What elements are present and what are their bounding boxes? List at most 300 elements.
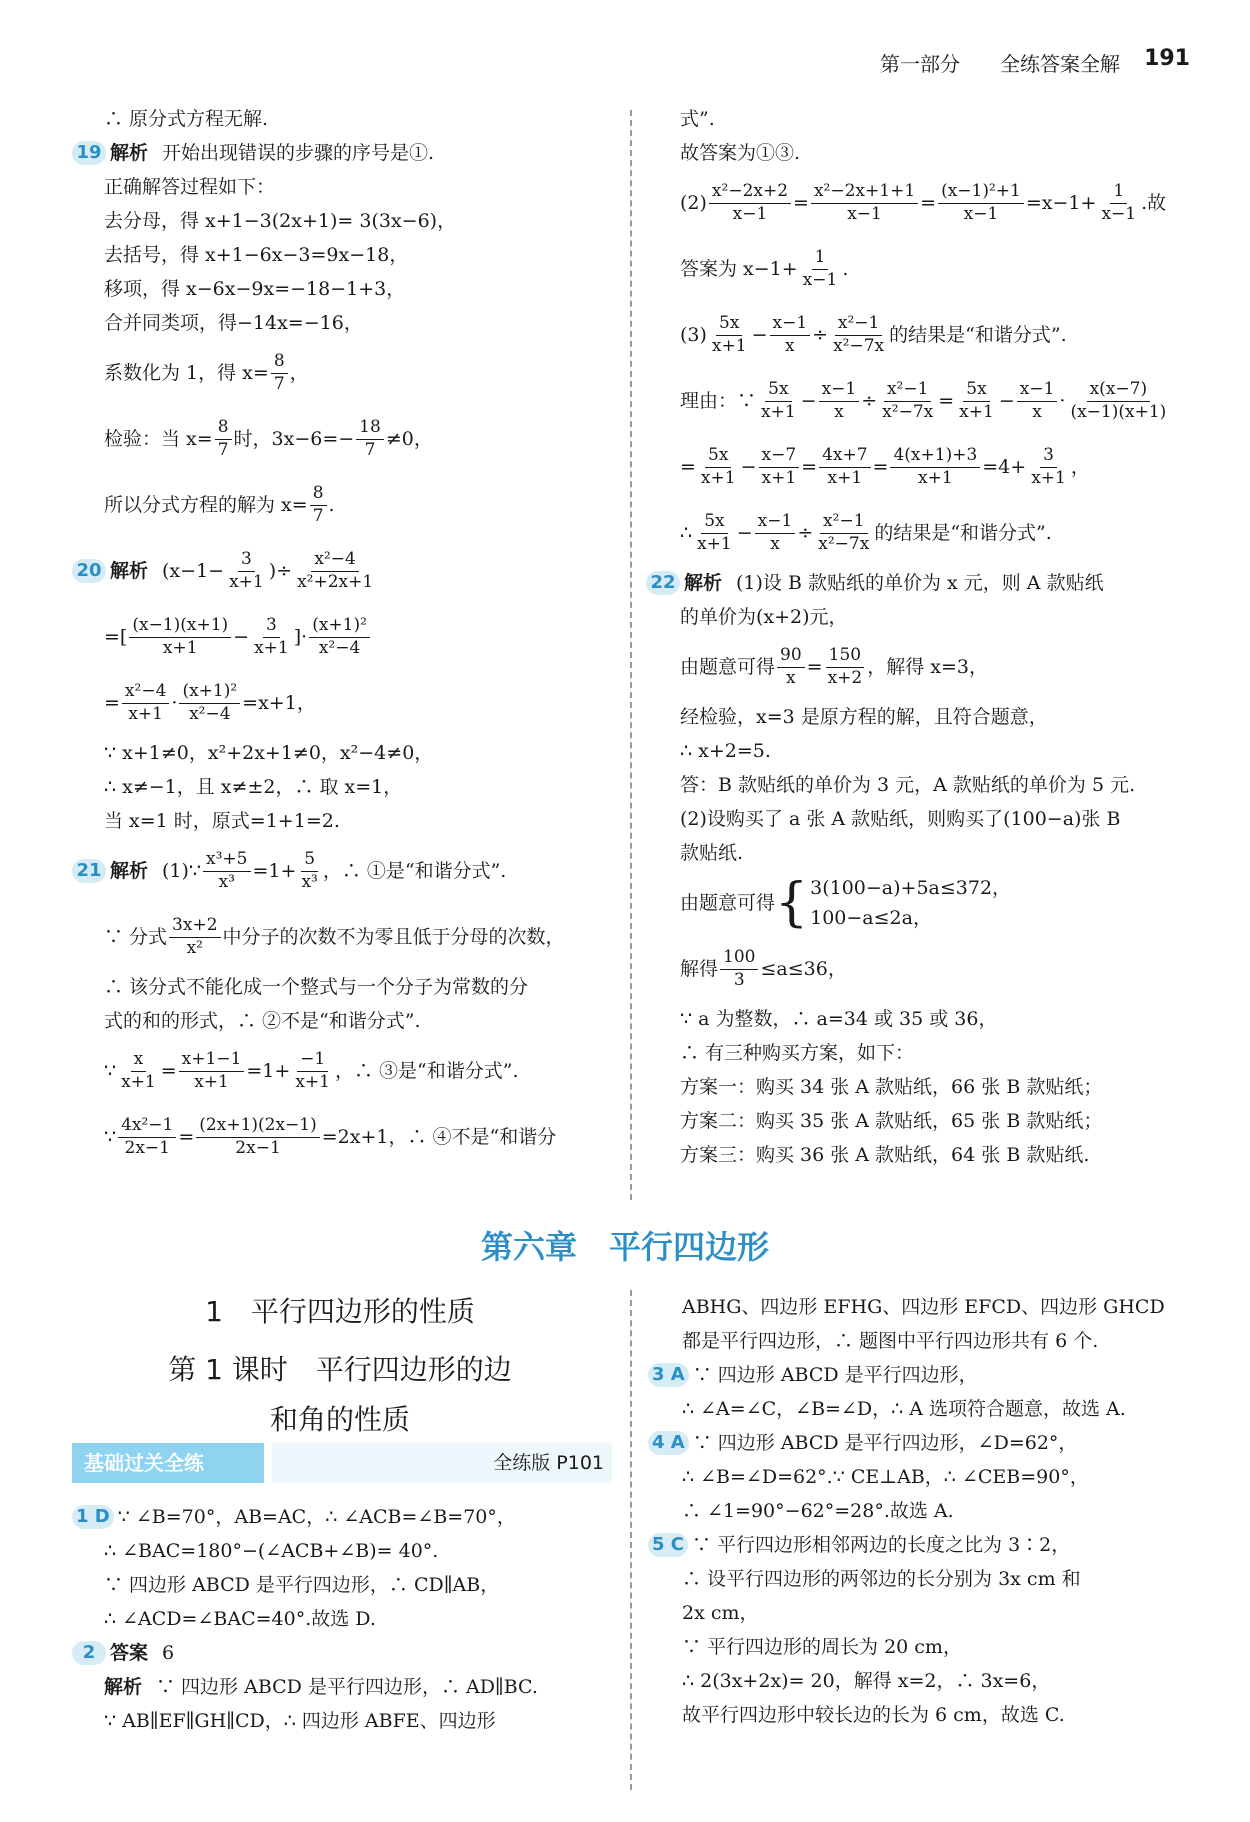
numerator: 90 bbox=[777, 645, 805, 667]
denominator: 2x−1 bbox=[235, 1137, 281, 1158]
fraction bbox=[310, 483, 327, 527]
question-21-header bbox=[72, 838, 620, 904]
denominator: x²−4 bbox=[189, 703, 231, 724]
numerator: x²−1 bbox=[835, 313, 882, 335]
text-segment: =x−1+ bbox=[1025, 192, 1097, 214]
text-line: ∴ ∠BAC=180°−(∠ACB+∠B)= 40°. bbox=[104, 1540, 439, 1562]
text-line: ∴ ∠1=90°−62°=28°.故选 A. bbox=[682, 1500, 954, 1522]
denominator: x+1 bbox=[295, 1071, 330, 1092]
denominator: x+1 bbox=[121, 1071, 156, 1092]
denominator: 3 bbox=[733, 969, 745, 990]
text-line: 的单价为(x+2)元， bbox=[680, 606, 848, 628]
numerator: 18 bbox=[356, 417, 384, 439]
analysis-line bbox=[72, 1670, 620, 1704]
text-segment: 解得 bbox=[680, 958, 719, 980]
text-line: ∴ 原分式方程无解. bbox=[104, 108, 269, 130]
text-segment: 检验：当 x= bbox=[104, 428, 213, 450]
numerator: (2x+1)(2x−1) bbox=[196, 1115, 319, 1137]
text-line: ∵ 四边形 ABCD 是平行四边形， bbox=[692, 1364, 978, 1386]
text-segment: 系数化为 1，得 x= bbox=[104, 362, 269, 384]
denominator: 7 bbox=[364, 439, 376, 460]
text-line: ∵ 四边形 ABCD 是平行四边形，∴ AD∥BC. bbox=[156, 1676, 538, 1698]
question-number: 2 bbox=[72, 1641, 106, 1665]
denominator: x²+2x+1 bbox=[297, 571, 374, 592]
denominator: x+1 bbox=[254, 637, 289, 658]
fraction bbox=[777, 645, 805, 689]
fraction bbox=[356, 417, 384, 461]
text-segment: ∵ bbox=[104, 1126, 117, 1148]
denominator: x² bbox=[186, 937, 203, 958]
fraction bbox=[759, 445, 800, 489]
denominator: x−1 bbox=[732, 203, 768, 224]
fraction bbox=[203, 849, 250, 893]
fraction bbox=[179, 681, 240, 725]
text-segment: ∴ bbox=[680, 522, 693, 544]
numerator: x−7 bbox=[759, 445, 800, 467]
numerator: 150 bbox=[826, 645, 864, 667]
text-line: ∵ 平行四边形相邻两边的长度之比为 3∶2， bbox=[692, 1534, 1071, 1556]
question-number: 22 bbox=[646, 571, 680, 595]
text-line: 方案一：购买 34 张 A 款贴纸，66 张 B 款贴纸； bbox=[680, 1076, 1103, 1098]
system-row: 100−a≤2a， bbox=[810, 907, 932, 929]
text-line: 当 x=1 时，原式=1+1=2. bbox=[104, 810, 340, 832]
denominator: x bbox=[1032, 401, 1042, 422]
numerator: (x+1)² bbox=[309, 615, 370, 637]
text-line: 款贴纸. bbox=[680, 842, 744, 864]
denominator: x−1 bbox=[847, 203, 882, 224]
text-segment: − bbox=[800, 390, 817, 412]
text-line: 正确解答过程如下： bbox=[104, 176, 276, 198]
denominator: x+1 bbox=[1031, 467, 1066, 488]
formula-line bbox=[72, 406, 620, 472]
question-number: 3 A bbox=[648, 1363, 689, 1387]
text-segment: ÷ bbox=[812, 324, 829, 346]
numerator: 5x bbox=[963, 379, 989, 401]
text-line: 方案三：购买 36 张 A 款贴纸，64 张 B 款贴纸. bbox=[680, 1144, 1090, 1166]
text-line: ∵ 四边形 ABCD 是平行四边形，∠D=62°， bbox=[692, 1432, 1078, 1454]
answer-tag: 答案 bbox=[110, 1642, 149, 1664]
fraction bbox=[879, 379, 936, 423]
text-segment: = bbox=[104, 692, 120, 714]
formula-line bbox=[680, 170, 1190, 236]
left-column bbox=[72, 102, 620, 1170]
numerator: −1 bbox=[297, 1049, 328, 1071]
text-segment: · bbox=[171, 692, 178, 714]
text-segment: = bbox=[806, 656, 823, 678]
formula-line bbox=[680, 302, 1190, 368]
numerator: (x+1)² bbox=[179, 681, 240, 703]
text-segment: = bbox=[178, 1126, 195, 1148]
denominator: 2x−1 bbox=[124, 1137, 170, 1158]
text-line: ∴ x≠−1，且 x≠±2，∴ 取 x=1， bbox=[104, 776, 403, 798]
denominator: x+1 bbox=[162, 637, 198, 658]
text-line: ∴ x+2=5. bbox=[680, 740, 771, 762]
text-line: ∴ ∠A=∠C，∠B=∠D，∴ A 选项符合题意，故选 A. bbox=[682, 1398, 1126, 1420]
numerator: x³+5 bbox=[203, 849, 250, 871]
question-number: 4 A bbox=[648, 1431, 689, 1455]
text-segment: = bbox=[680, 456, 696, 478]
fraction bbox=[709, 181, 791, 225]
fraction bbox=[196, 1115, 319, 1159]
fraction bbox=[819, 445, 870, 489]
text-line: ∴ 该分式不能化成一个整式与一个分子为常数的分 bbox=[104, 976, 529, 998]
header-section: 第一部分 bbox=[880, 52, 960, 76]
denominator: x−1 bbox=[963, 203, 999, 224]
denominator: x²−7x bbox=[833, 335, 885, 356]
text-line: ABHG、四边形 EFHG、四边形 EFCD、四边形 GHCD bbox=[682, 1296, 1165, 1318]
numerator: x²−2x+1+1 bbox=[811, 181, 918, 203]
text-segment: 答案为 x−1+ bbox=[680, 258, 798, 280]
text-line: 经检验，x=3 是原方程的解，且符合题意， bbox=[680, 706, 1048, 728]
question-4-header bbox=[648, 1426, 1188, 1460]
text-segment: = bbox=[920, 192, 937, 214]
numerator: x+1−1 bbox=[179, 1049, 245, 1071]
text-segment: ，解得 x=3， bbox=[867, 656, 988, 678]
numerator: x−1 bbox=[1017, 379, 1058, 401]
analysis-tag: 解析 bbox=[110, 142, 149, 164]
text-line: ∵ 四边形 ABCD 是平行四边形，∴ CD∥AB， bbox=[104, 1574, 500, 1596]
numerator: x bbox=[131, 1049, 147, 1071]
text-segment: 中分子的次数不为零且低于分母的次数， bbox=[222, 926, 565, 948]
fraction bbox=[800, 247, 841, 291]
text-segment: 的结果是“和谐分式”. bbox=[874, 522, 1052, 544]
analysis-tag: 解析 bbox=[110, 560, 149, 582]
text-line: 合并同类项，得−14x=−16， bbox=[104, 312, 363, 334]
text-line: ∵ a 为整数，∴ a=34 或 35 或 36， bbox=[680, 1008, 998, 1030]
text-line: 答：B 款贴纸的单价为 3 元，A 款贴纸的单价为 5 元. bbox=[680, 774, 1136, 796]
text-line: 方案二：购买 35 张 A 款贴纸，65 张 B 款贴纸； bbox=[680, 1110, 1103, 1132]
equation-system bbox=[775, 873, 1011, 933]
text-line: ∴ ∠B=∠D=62°.∵ CE⊥AB，∴ ∠CEB=90°， bbox=[682, 1466, 1089, 1488]
denominator: x−1 bbox=[1101, 203, 1137, 224]
text-segment: ， bbox=[289, 362, 309, 384]
fraction bbox=[169, 915, 220, 959]
numerator: 5x bbox=[716, 313, 742, 335]
text-line: 都是平行四边形，∴ 题图中平行四边形共有 6 个. bbox=[682, 1330, 1099, 1352]
text-line: ∴ 2(3x+2x)= 20，解得 x=2，∴ 3x=6， bbox=[682, 1670, 1051, 1692]
text-line: ∵ 平行四边形的周长为 20 cm， bbox=[682, 1636, 962, 1658]
text-segment: = bbox=[938, 390, 955, 412]
text-line: 2x cm， bbox=[682, 1602, 759, 1624]
denominator: x+1 bbox=[959, 401, 994, 422]
denominator: x bbox=[834, 401, 844, 422]
text-line: 移项，得 x−6x−9x=−18−1+3， bbox=[104, 278, 406, 300]
fraction bbox=[1067, 379, 1169, 423]
page-header bbox=[880, 44, 1190, 78]
denominator: x+1 bbox=[229, 571, 264, 592]
practice-banner bbox=[72, 1443, 612, 1483]
formula-line bbox=[72, 604, 620, 670]
fraction bbox=[825, 645, 866, 689]
text-segment: ∵ bbox=[104, 1060, 117, 1082]
numerator: x−1 bbox=[755, 511, 796, 533]
denominator: x+1 bbox=[128, 703, 163, 724]
denominator: x bbox=[785, 335, 795, 356]
fraction bbox=[1098, 181, 1139, 225]
numerator: x(x−7) bbox=[1087, 379, 1151, 401]
fraction bbox=[956, 379, 997, 423]
numerator: 1 bbox=[1110, 181, 1127, 203]
fraction bbox=[698, 445, 739, 489]
question-number: 21 bbox=[72, 859, 106, 883]
numerator: 5 bbox=[301, 849, 318, 871]
text-segment: 理由：∵ bbox=[680, 390, 757, 412]
denominator: x+1 bbox=[761, 401, 796, 422]
denominator: x−1 bbox=[802, 269, 838, 290]
denominator: x³ bbox=[301, 871, 318, 892]
formula-line bbox=[72, 1104, 620, 1170]
formula-line bbox=[680, 368, 1190, 434]
fraction bbox=[755, 511, 796, 555]
numerator: 5x bbox=[765, 379, 791, 401]
text-segment: = bbox=[801, 456, 818, 478]
text-line: ∴ 设平行四边形的两邻边的长分别为 3x cm 和 bbox=[682, 1568, 1081, 1590]
denominator: x³ bbox=[218, 871, 235, 892]
numerator: 8 bbox=[310, 483, 327, 505]
numerator: x−1 bbox=[819, 379, 860, 401]
text-segment: (x−1− bbox=[162, 560, 225, 582]
text-segment: =4+ bbox=[982, 456, 1027, 478]
text-segment: (2) bbox=[680, 192, 707, 214]
text-segment: )÷ bbox=[268, 560, 293, 582]
numerator: 1 bbox=[812, 247, 829, 269]
column-divider bbox=[630, 110, 632, 1200]
numerator: 3 bbox=[238, 549, 255, 571]
denominator: x+1 bbox=[761, 467, 797, 488]
numerator: 100 bbox=[720, 947, 758, 969]
analysis-tag: 解析 bbox=[684, 572, 723, 594]
denominator: x+1 bbox=[194, 1071, 229, 1092]
question-number: 19 bbox=[72, 141, 106, 165]
text-line: 式”. bbox=[680, 108, 715, 130]
numerator: 3x+2 bbox=[169, 915, 220, 937]
text-segment: ， bbox=[1070, 456, 1090, 478]
text-line: 去分母，得 x+1−3(2x+1)= 3(3x−6)， bbox=[104, 210, 457, 232]
text-line: 故平行四边形中较长边的长为 6 cm，故选 C. bbox=[682, 1704, 1065, 1726]
numerator: x²−1 bbox=[820, 511, 867, 533]
denominator: x+1 bbox=[918, 467, 953, 488]
column-divider bbox=[630, 1290, 632, 1790]
text-line: 去括号，得 x+1−6x−3=9x−18， bbox=[104, 244, 409, 266]
denominator: (x−1)(x+1) bbox=[1070, 401, 1167, 422]
numerator: 5x bbox=[705, 445, 731, 467]
text-segment: ≤a≤36， bbox=[760, 958, 847, 980]
text-line: (1)设 B 款贴纸的单价为 x 元，则 A 款贴纸 bbox=[736, 572, 1104, 594]
header-title: 全练答案全解 bbox=[1000, 52, 1120, 76]
lesson-subtitle: 和角的性质 bbox=[269, 1403, 410, 1436]
denominator: x+1 bbox=[711, 335, 747, 356]
system-rows bbox=[810, 873, 1011, 933]
numerator: x−1 bbox=[770, 313, 811, 335]
text-segment: ≠0， bbox=[385, 428, 433, 450]
numerator: x²−4 bbox=[311, 549, 358, 571]
fraction bbox=[938, 181, 1024, 225]
text-segment: = bbox=[793, 192, 809, 214]
fraction bbox=[292, 1049, 333, 1093]
numerator: 3 bbox=[1040, 445, 1057, 467]
text-line: ∵ x+1≠0，x²+2x+1≠0，x²−4≠0， bbox=[104, 742, 434, 764]
lower-right-column bbox=[648, 1290, 1188, 1732]
denominator: x²−7x bbox=[818, 533, 870, 554]
text-segment: ∵ 分式 bbox=[104, 926, 168, 948]
denominator: 7 bbox=[273, 373, 285, 394]
fraction bbox=[309, 615, 370, 659]
text-segment: ，∴ ①是“和谐分式”. bbox=[322, 860, 507, 882]
question-22-header bbox=[646, 566, 1190, 600]
fraction bbox=[819, 379, 860, 423]
formula-line bbox=[680, 870, 1190, 936]
banner-reference: 全练版 P101 bbox=[493, 1452, 604, 1474]
formula-line bbox=[72, 472, 620, 538]
text-segment: ÷ bbox=[861, 390, 878, 412]
text-segment: − bbox=[998, 390, 1015, 412]
right-column bbox=[650, 102, 1190, 1172]
question-number: 20 bbox=[72, 559, 106, 583]
analysis-tag: 解析 bbox=[104, 1676, 143, 1698]
text-segment: = bbox=[160, 1060, 177, 1082]
text-segment: 所以分式方程的解为 x= bbox=[104, 494, 308, 516]
numerator: 3 bbox=[263, 615, 280, 637]
fraction bbox=[118, 1115, 176, 1159]
fraction bbox=[251, 615, 292, 659]
fraction bbox=[811, 181, 918, 225]
fraction bbox=[815, 511, 872, 555]
formula-line bbox=[680, 434, 1190, 500]
denominator: x+1 bbox=[827, 467, 863, 488]
denominator: 7 bbox=[312, 505, 324, 526]
numerator: 8 bbox=[215, 417, 232, 439]
text-line: ∴ ∠ACD=∠BAC=40°.故选 D. bbox=[104, 1608, 376, 1630]
text-segment: · bbox=[1059, 390, 1066, 412]
fraction bbox=[129, 615, 231, 659]
text-segment: = bbox=[872, 456, 889, 478]
numerator: 8 bbox=[271, 351, 288, 373]
formula-line bbox=[680, 236, 1190, 302]
text-segment: . bbox=[842, 258, 849, 280]
page-number: 191 bbox=[1144, 46, 1190, 71]
banner-label: 基础过关全练 bbox=[72, 1443, 264, 1483]
text-segment: 由题意可得 bbox=[680, 656, 776, 678]
numerator: (x−1)(x+1) bbox=[129, 615, 231, 637]
text-segment: =[ bbox=[104, 626, 128, 648]
text-line: 式的和的形式，∴ ②不是“和谐分式”. bbox=[104, 1010, 421, 1032]
text-segment: =1+ bbox=[246, 1060, 291, 1082]
fraction bbox=[1017, 379, 1058, 423]
formula-line bbox=[680, 500, 1190, 566]
denominator: x+2 bbox=[827, 667, 863, 688]
question-number: 5 C bbox=[648, 1533, 688, 1557]
text-segment: − bbox=[740, 456, 757, 478]
text-segment: 的结果是“和谐分式”. bbox=[889, 324, 1067, 346]
question-19-header bbox=[72, 136, 620, 170]
brace-symbol: { bbox=[775, 873, 809, 933]
fraction bbox=[890, 445, 980, 489]
text-segment: . bbox=[328, 494, 335, 516]
text-segment: ÷ bbox=[797, 522, 814, 544]
text-line: (2)设购买了 a 张 A 款贴纸，则购买了(100−a)张 B bbox=[680, 808, 1121, 830]
text-segment: (1)∵ bbox=[162, 860, 202, 882]
formula-line bbox=[680, 936, 1190, 1002]
question-2-header bbox=[72, 1636, 620, 1670]
numerator: x²−4 bbox=[122, 681, 169, 703]
denominator: x bbox=[786, 667, 796, 688]
fraction bbox=[294, 549, 376, 593]
text-line: 开始出现错误的步骤的序号是①. bbox=[162, 142, 435, 164]
text-line: ∵ AB∥EF∥GH∥CD，∴ 四边形 ABFE、四边形 bbox=[104, 1710, 496, 1732]
formula-line bbox=[680, 634, 1190, 700]
numerator: (x−1)²+1 bbox=[938, 181, 1024, 203]
text-segment: ]· bbox=[293, 626, 308, 648]
lesson-title: 第 1 课时 平行四边形的边 bbox=[168, 1353, 512, 1386]
numerator: 4(x+1)+3 bbox=[890, 445, 980, 467]
numerator: x²−2x+2 bbox=[709, 181, 791, 203]
numerator: x²−1 bbox=[884, 379, 931, 401]
formula-line bbox=[72, 670, 620, 736]
section-title: 1 平行四边形的性质 bbox=[205, 1295, 475, 1328]
question-5-header bbox=[648, 1528, 1188, 1562]
fraction bbox=[271, 351, 288, 395]
fraction bbox=[226, 549, 267, 593]
numerator: 4x²−1 bbox=[118, 1115, 176, 1137]
question-20-header bbox=[72, 538, 620, 604]
formula-line bbox=[72, 904, 620, 970]
text-line: ∴ 有三种购买方案，如下： bbox=[680, 1042, 915, 1064]
fraction bbox=[720, 947, 758, 991]
denominator: x+1 bbox=[700, 467, 736, 488]
text-segment: 时，3x−6=− bbox=[233, 428, 355, 450]
text-segment: − bbox=[736, 522, 753, 544]
fraction bbox=[298, 849, 320, 893]
denominator: x bbox=[770, 533, 780, 554]
text-segment: =1+ bbox=[252, 860, 297, 882]
question-1-header bbox=[72, 1500, 620, 1534]
denominator: 7 bbox=[217, 439, 229, 460]
text-segment: =2x+1，∴ ④不是“和谐分 bbox=[321, 1126, 557, 1148]
fraction bbox=[215, 417, 232, 461]
numerator: 5x bbox=[701, 511, 727, 533]
fraction bbox=[1028, 445, 1069, 489]
text-segment: .故 bbox=[1141, 192, 1167, 214]
text-line: ∵ ∠B=70°，AB=AC，∴ ∠ACB=∠B=70°， bbox=[117, 1506, 516, 1528]
numerator: 4x+7 bbox=[819, 445, 870, 467]
denominator: x²−4 bbox=[318, 637, 361, 658]
analysis-tag: 解析 bbox=[110, 860, 149, 882]
fraction bbox=[709, 313, 750, 357]
fraction bbox=[179, 1049, 245, 1093]
lower-left-column bbox=[72, 1500, 620, 1738]
denominator: x+1 bbox=[697, 533, 732, 554]
text-segment: =x+1， bbox=[242, 692, 316, 714]
text-segment: − bbox=[233, 626, 250, 648]
text-segment: 由题意可得 bbox=[680, 892, 776, 914]
text-segment: − bbox=[751, 324, 768, 346]
answer-value: 6 bbox=[162, 1642, 175, 1664]
question-number: 1 D bbox=[72, 1505, 114, 1529]
system-row: 3(100−a)+5a≤372， bbox=[810, 877, 1012, 899]
fraction bbox=[122, 681, 169, 725]
text-segment: ，∴ ③是“和谐分式”. bbox=[334, 1060, 519, 1082]
formula-line bbox=[72, 340, 620, 406]
fraction bbox=[770, 313, 811, 357]
fraction bbox=[758, 379, 799, 423]
question-3-header bbox=[648, 1358, 1188, 1392]
text-segment: (3) bbox=[680, 324, 707, 346]
chapter-title: 第六章 平行四边形 bbox=[480, 1228, 769, 1266]
denominator: x²−7x bbox=[882, 401, 934, 422]
fraction bbox=[694, 511, 735, 555]
fraction bbox=[830, 313, 887, 357]
text-line: 故答案为①③. bbox=[680, 142, 801, 164]
